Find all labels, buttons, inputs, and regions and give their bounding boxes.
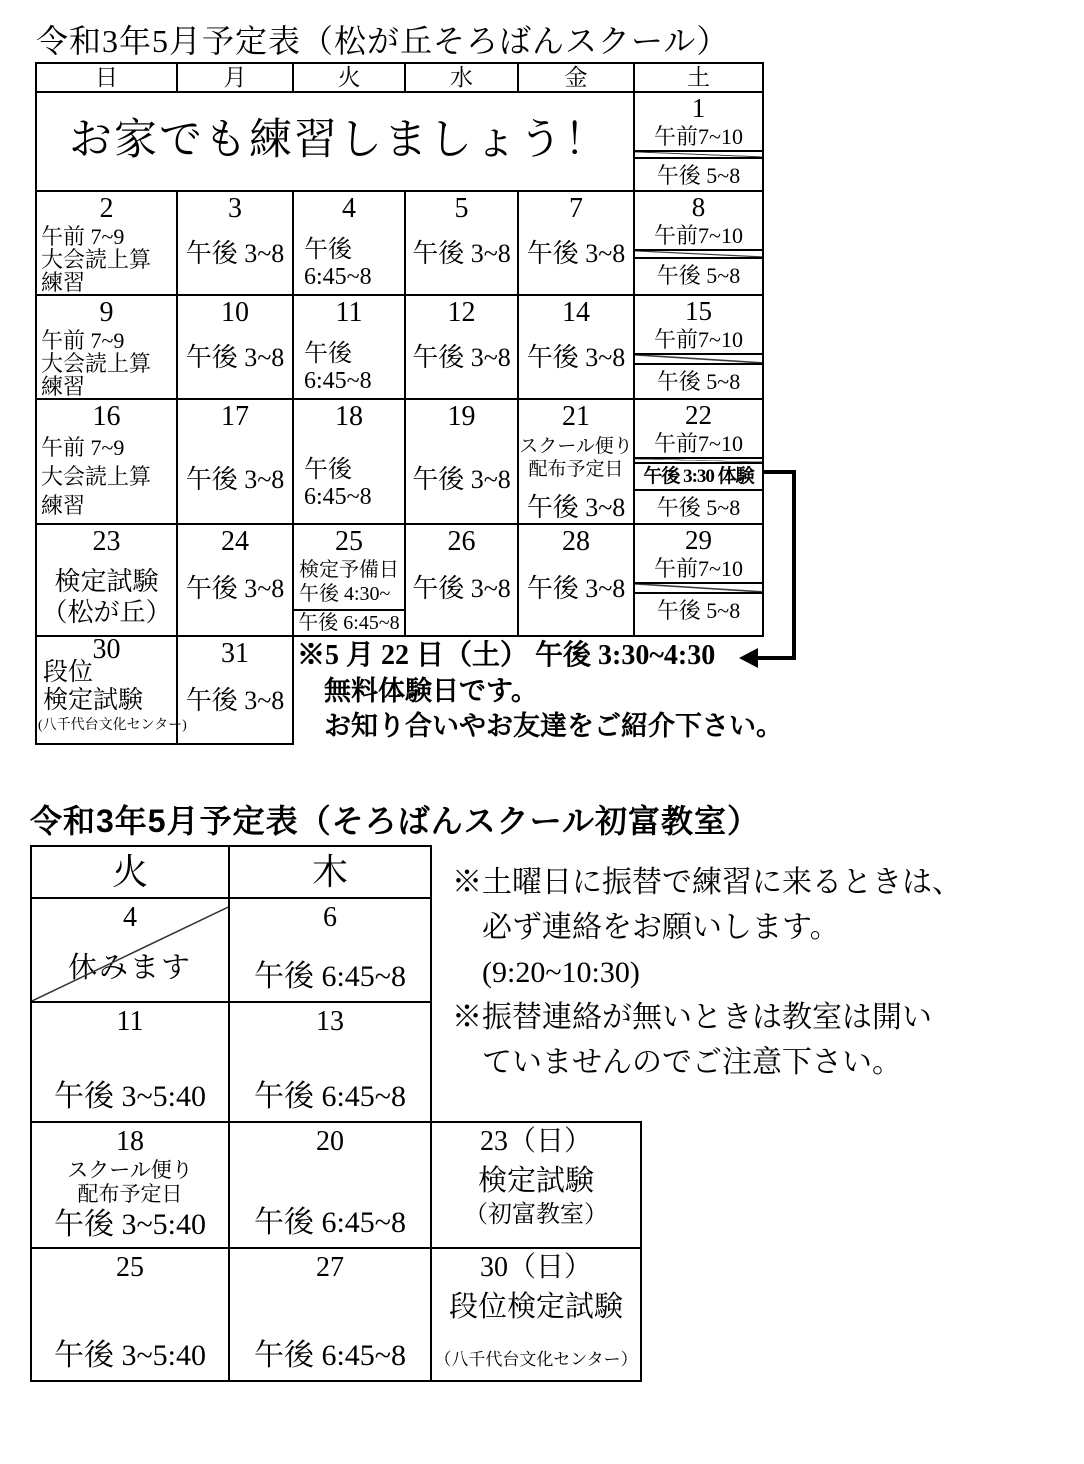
day-cell-thu-27 xyxy=(229,1248,431,1381)
day-cell-16 xyxy=(36,399,177,524)
time-label: 午後 xyxy=(304,457,352,483)
exam-label: 検定試験 xyxy=(477,1165,594,1197)
time-label: 6:45~8 xyxy=(304,484,372,510)
trial-note-line2: 無料体験日です。 xyxy=(324,676,538,706)
day-cell-10 xyxy=(177,295,293,399)
week-row-6 xyxy=(36,636,763,744)
event-line: スクール便り xyxy=(519,436,633,457)
time-label: 午後 3~8 xyxy=(526,574,626,603)
note-line: 必ず連絡をお願いします。 xyxy=(482,911,840,944)
sat-am-time: 午前7~10 xyxy=(654,556,743,581)
calendar1-table xyxy=(35,62,783,745)
c2-row-3 xyxy=(31,1122,641,1248)
day-cell-14 xyxy=(518,295,634,399)
day-cell-25 xyxy=(293,524,405,636)
event-line: 午前 7~9 xyxy=(41,328,125,353)
time-label: 午後 3~8 xyxy=(412,239,511,268)
date-number: 31 xyxy=(221,638,249,669)
day-cell-thu-6 xyxy=(229,898,431,1002)
week-row-4 xyxy=(36,399,763,524)
date-number: 11 xyxy=(116,1006,144,1037)
event-line: 練習 xyxy=(41,374,86,399)
time-label: 午後 3~5:40 xyxy=(53,1208,207,1241)
time-label: 午後 3~8 xyxy=(185,465,285,494)
date-number: 23（日） xyxy=(479,1126,592,1157)
day-cell-3 xyxy=(177,191,293,295)
time-label: 午後 3~8 xyxy=(526,239,626,268)
day-cell-7 xyxy=(518,191,634,295)
event-line: 午前 7~9 xyxy=(41,435,125,460)
time-label: 午後 3~8 xyxy=(185,239,285,268)
date-number: 7 xyxy=(569,193,583,224)
sat-am-time: 午前7~10 xyxy=(654,124,743,149)
day-cell-24 xyxy=(177,524,293,636)
week-row-3 xyxy=(36,295,763,399)
sat-am-time: 午前7~10 xyxy=(654,431,743,456)
week-row-1 xyxy=(36,92,763,191)
day-cell-12 xyxy=(405,295,518,399)
time-label: 午後 6:45~8 xyxy=(253,960,407,993)
day-cell-2 xyxy=(36,191,177,295)
date-number: 4 xyxy=(123,902,137,933)
day-cell-26 xyxy=(405,524,518,636)
sat-am-time: 午前7~10 xyxy=(654,327,743,352)
date-number: 15 xyxy=(685,296,712,326)
weekday-sun: 日 xyxy=(36,63,177,92)
date-number: 17 xyxy=(221,401,249,432)
event-line: 午前 7~9 xyxy=(41,224,125,249)
event-line: スクール便り xyxy=(67,1159,193,1182)
day-cell-sun-23 xyxy=(431,1122,641,1248)
date-number: 2 xyxy=(99,193,114,224)
sat-pm-time: 午後 5~8 xyxy=(656,495,741,520)
arrow-line-horizontal-bottom xyxy=(757,656,796,660)
date-number: 11 xyxy=(335,297,363,328)
note-line: ※振替連絡が無いときは教室は開い xyxy=(452,1001,932,1034)
weekday-fri: 金 xyxy=(518,63,634,92)
date-number: 18 xyxy=(116,1126,144,1157)
banner-cell xyxy=(36,92,634,191)
date-number: 9 xyxy=(99,297,114,328)
day-cell-18 xyxy=(293,399,405,524)
date-number: 23 xyxy=(92,526,121,557)
event-line: 大会読上算 xyxy=(41,247,152,272)
time-label: 午後 3~8 xyxy=(185,574,285,603)
event-line: 配布予定日 xyxy=(77,1183,183,1206)
event-line: 大会読上算 xyxy=(41,351,152,376)
event-line: 配布予定日 xyxy=(528,459,624,480)
day-cell-sat-29 xyxy=(634,524,763,636)
day-cell-tue-18 xyxy=(31,1122,229,1248)
time-label: 6:45~8 xyxy=(304,368,372,394)
note-line: ていませんのでご注意下さい。 xyxy=(482,1046,902,1079)
day-cell-23 xyxy=(36,524,177,636)
time-label: 午後 3~8 xyxy=(412,343,511,372)
time-label: 午後 xyxy=(304,341,352,367)
date-number: 30（日） xyxy=(479,1252,592,1283)
weekday-mon: 月 xyxy=(177,63,293,92)
trial-note-block xyxy=(293,636,783,744)
date-number: 5 xyxy=(454,193,469,224)
day-cell-sat-15 xyxy=(634,295,763,399)
time-label: 午後 3~8 xyxy=(185,686,285,715)
day-cell-21 xyxy=(518,399,634,524)
day-cell-17 xyxy=(177,399,293,524)
arrow-head-icon xyxy=(739,648,758,668)
sat-am-time: 午前7~10 xyxy=(654,223,743,248)
venue-label: (八千代台文化センター) xyxy=(38,718,187,733)
note-line: ※土曜日に振替で練習に来るときは、 xyxy=(452,866,962,899)
day-cell-11 xyxy=(293,295,405,399)
time-label: 午後 3~5:40 xyxy=(53,1080,207,1113)
day-cell-sat-22 xyxy=(634,399,763,524)
weekday-header-row xyxy=(36,63,763,92)
date-number: 27 xyxy=(316,1252,344,1283)
trial-session-label: 午後 3:30 体験 xyxy=(635,464,762,491)
time-label: 午後 6:45~8 xyxy=(253,1339,407,1372)
day-cell-31 xyxy=(177,636,293,744)
diagonal-strike xyxy=(635,457,762,464)
day-cell-19 xyxy=(405,399,518,524)
event-line: 練習 xyxy=(41,270,86,295)
day-cell-sun-30 xyxy=(431,1248,641,1381)
time-label: 午後 3~8 xyxy=(412,574,511,603)
event-line: 検定試験 xyxy=(43,687,144,714)
trial-note-line3: お知り合いやお友達をご紹介下さい。 xyxy=(324,711,783,741)
weekday-tue: 火 xyxy=(293,63,405,92)
event-line: 午後 4:30~ xyxy=(299,583,391,605)
weekday-tue: 火 xyxy=(31,846,229,898)
day-cell-sat-1 xyxy=(634,92,763,191)
day-cell-tue-11 xyxy=(31,1002,229,1122)
date-number: 13 xyxy=(316,1006,344,1037)
week-row-2 xyxy=(36,191,763,295)
date-number: 24 xyxy=(221,526,249,557)
time-label: 午後 3~8 xyxy=(185,343,285,372)
day-cell-9 xyxy=(36,295,177,399)
day-cell-28 xyxy=(518,524,634,636)
date-number: 6 xyxy=(323,902,337,933)
day-cell-thu-13 xyxy=(229,1002,431,1122)
weekday-thu: 木 xyxy=(229,846,431,898)
arrow-line-horizontal-top xyxy=(762,470,796,474)
event-line: 検定予備日 xyxy=(299,559,399,581)
date-number: 28 xyxy=(562,526,590,557)
event-line: （松が丘） xyxy=(41,598,172,627)
venue-label: （八千代台文化センター） xyxy=(434,1350,638,1369)
calendar1-title: 令和3年5月予定表（松が丘そろばんスクール） xyxy=(36,23,730,59)
date-number: 19 xyxy=(447,401,476,432)
day-cell-sat-8 xyxy=(634,191,763,295)
trial-note-line1: ※5 月 22 日（土） 午後 3:30~4:30 xyxy=(297,640,716,671)
sat-pm-time: 午後 5~8 xyxy=(656,598,741,623)
date-number: 29 xyxy=(685,525,712,555)
event-line: 検定試験 xyxy=(54,567,159,596)
time-label: 午後 xyxy=(304,237,352,263)
date-number: 4 xyxy=(342,193,356,224)
time-label: 午後 6:45~8 xyxy=(298,612,400,634)
date-number: 26 xyxy=(447,526,476,557)
sat-pm-time: 午後 5~8 xyxy=(656,263,741,288)
date-number: 16 xyxy=(92,401,121,432)
sat-pm-time: 午後 5~8 xyxy=(656,369,741,394)
day-cell-30 xyxy=(36,634,187,744)
day-cell-tue-4 xyxy=(31,898,229,1002)
diagonal-strike xyxy=(635,249,762,259)
time-label: 午後 3~5:40 xyxy=(53,1339,207,1372)
date-number: 25 xyxy=(335,526,363,557)
date-number: 8 xyxy=(691,192,706,222)
venue-label: （初富教室） xyxy=(464,1201,608,1228)
day-cell-4 xyxy=(293,191,405,295)
date-number: 30 xyxy=(92,634,121,665)
c2-row-4 xyxy=(31,1248,641,1381)
date-number: 22 xyxy=(685,400,712,430)
cancel-strike-line xyxy=(32,899,228,1001)
day-cell-thu-20 xyxy=(229,1122,431,1248)
event-line: 大会読上算 xyxy=(41,464,152,489)
time-label: 午後 6:45~8 xyxy=(253,1080,407,1113)
arrow-line-vertical xyxy=(792,470,796,660)
time-label: 午後 3~8 xyxy=(526,343,626,372)
diagonal-strike xyxy=(635,150,762,159)
transfer-notes-block xyxy=(452,860,1084,1085)
sat-pm-time: 午後 5~8 xyxy=(656,163,741,188)
date-number: 10 xyxy=(221,297,249,328)
date-number: 1 xyxy=(691,93,706,123)
date-number: 20 xyxy=(316,1126,344,1157)
time-label: 午後 3~8 xyxy=(412,465,511,494)
date-number: 12 xyxy=(447,297,476,328)
date-number: 3 xyxy=(228,193,242,224)
calendar2-title: 令和3年5月予定表（そろばんスクール初富教室） xyxy=(30,803,760,839)
banner-text: お家でも練習しましょう！ xyxy=(69,117,609,164)
date-number: 21 xyxy=(562,401,590,432)
exam-label: 段位検定試験 xyxy=(448,1291,623,1323)
weekday-wed: 水 xyxy=(405,63,518,92)
week-row-5 xyxy=(36,524,763,636)
date-number: 14 xyxy=(562,297,590,328)
date-number: 18 xyxy=(335,401,363,432)
closed-label: 休みます xyxy=(67,952,192,984)
event-line: 段位 xyxy=(43,659,94,686)
time-label: 6:45~8 xyxy=(304,264,372,290)
time-label: 午後 3~8 xyxy=(526,493,626,522)
time-label: 午後 6:45~8 xyxy=(253,1206,407,1239)
weekday-sat: 土 xyxy=(634,63,763,92)
day-cell-tue-25 xyxy=(31,1248,229,1381)
day-cell-5 xyxy=(405,191,518,295)
event-line: 練習 xyxy=(41,493,86,518)
diagonal-strike xyxy=(635,582,762,594)
diagonal-strike xyxy=(635,353,762,365)
note-line: (9:20~10:30) xyxy=(482,956,640,989)
date-number: 25 xyxy=(116,1252,144,1283)
